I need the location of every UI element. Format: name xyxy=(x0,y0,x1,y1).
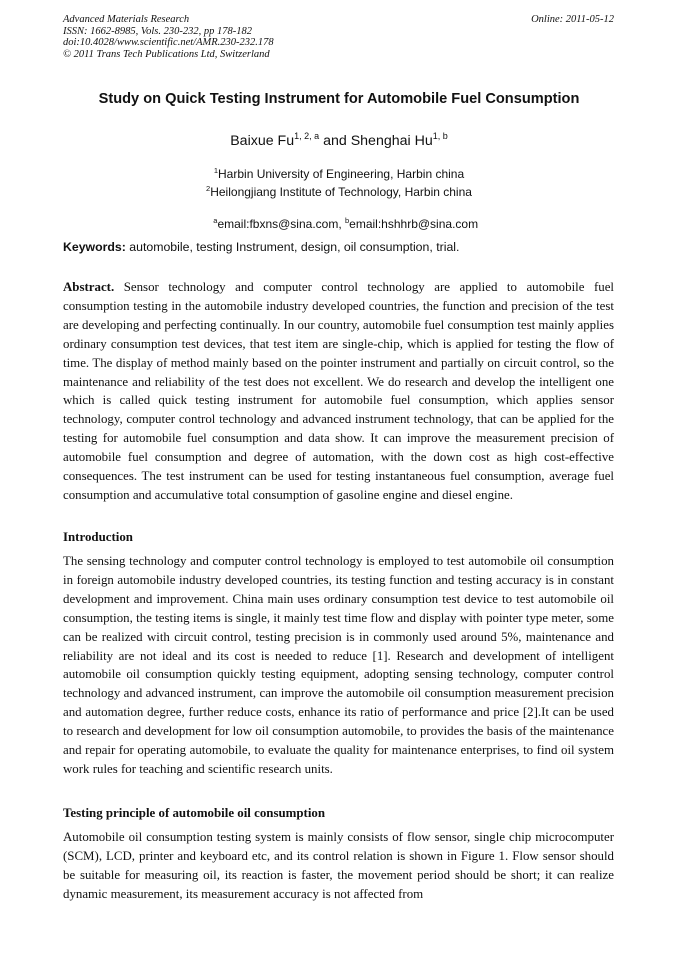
affiliation-1-text: Harbin University of Engineering, Harbin china xyxy=(218,167,465,181)
copyright-line: © 2011 Trans Tech Publications Ltd, Switzerland xyxy=(63,48,270,60)
abstract-label: Abstract. xyxy=(63,280,115,294)
keywords-text: automobile, testing Instrument, design, oil consumption, trial. xyxy=(125,240,460,254)
email-b-sup: b xyxy=(345,216,350,225)
abstract-text: Sensor technology and computer control technology are applied to automobile fuel consumption testing in the automobile industry developed countries, the function and precision of the test are developing and perfecting continually. In our country, automobile fuel consumption test mainly applies ordinary consumption test devices, that test item are single-chip, which is applied for testing the flow of time. The display of method mainly based on the pointer instrument and partially on circuit control, so the maintenance and reliability of the test does not excellent. We do research and develop the intelligent one which is called quick testing instrument for automobile fuel consumption, which applies sensor technology, computer control technology and advanced instrument technology, that can be applied for the testing for automobile fuel consumption and data show. It can improve the measurement precision of automobile fuel consumption and degree of automation, with the down cost as high cost-effective consequences. The test instrument can be used for testing instantaneous fuel consumption, average fuel consumption and accumulative total consumption of gasoline engine and diesel engine. xyxy=(63,280,614,502)
email-b-text: email:hshhrb@sina.com xyxy=(349,217,479,231)
principle-heading: Testing principle of automobile oil consumption xyxy=(63,806,326,820)
email-line xyxy=(0,202,678,245)
affiliation-1-sup: 1 xyxy=(213,166,219,175)
journal-name: Advanced Materials Research xyxy=(63,14,190,25)
author-1-name: Baixue Fu xyxy=(230,133,295,149)
author-2-name: Shenghai Hu xyxy=(350,133,433,149)
online-date: Online: 2011-05-12 xyxy=(531,14,614,25)
abstract-paragraph xyxy=(63,278,614,505)
keywords-line xyxy=(63,240,459,254)
email-a-sup: a xyxy=(213,216,218,225)
journal-header xyxy=(63,14,274,60)
principle-paragraph: Automobile oil consumption testing system is mainly consists of flow sensor, single chip microcomputer (SCM), LCD, printer and keyboard etc, and its control relation is shown in Figure 1. Flow sensor should be suitable for measuring oil, its reaction is faster, the movement period should be short; it can realize dynamic measurement, its measurement accuracy is not affected from xyxy=(63,830,614,901)
author-connector: and xyxy=(319,133,351,149)
author-2-sup: 1, b xyxy=(432,131,448,141)
introduction-paragraph: The sensing technology and computer control technology is employed to test automobile oil consumption in foreign automobile industry developed countries, its testing function and testing accuracy is in constant development and improvement. China main uses ordinary consumption test device to test automobile oil consumption, the testing items is single, it mainly test time flow and display with pointer type meter, some can be realized with circuit control, testing precision is in commonly used around 5%, maintenance and reliability are not ideal and its cost is needed to reduce [1]. Research and development of intelligent automobile oil consumption quickly testing equipment, adopting sensing technology, computer control technology and advanced instrument, can improve the automobile oil consumption measurement precision and automation degree, further reduce costs, enhance its ratio of performance and price [2].It can be used to research and development for low oil consumption automobile, to provides the basis of the maintenance and repair for operating automobile, to evaluate the quality for maintenance enterprises, to find oil system work rules for teaching and scientific research units. xyxy=(63,554,614,776)
author-1-sup: 1, 2, a xyxy=(294,131,320,141)
paper-title: Study on Quick Testing Instrument for Automobile Fuel Consumption xyxy=(98,91,580,107)
introduction-heading: Introduction xyxy=(63,530,133,544)
email-a-text: email:fbxns@sina.com, xyxy=(217,217,345,231)
author-line xyxy=(0,131,678,149)
issn-line: ISSN: 1662-8985, Vols. 230-232, pp 178-182 xyxy=(63,25,252,37)
affiliation-2-sup: 2 xyxy=(206,184,211,193)
affiliation-1 xyxy=(0,166,678,181)
doi-line: doi:10.4028/www.scientific.net/AMR.230-232.178 xyxy=(63,37,274,49)
affiliation-2 xyxy=(0,184,678,199)
affiliation-2-text: Heilongjiang Institute of Technology, Harbin china xyxy=(210,185,472,199)
keywords-label: Keywords: xyxy=(63,240,126,254)
